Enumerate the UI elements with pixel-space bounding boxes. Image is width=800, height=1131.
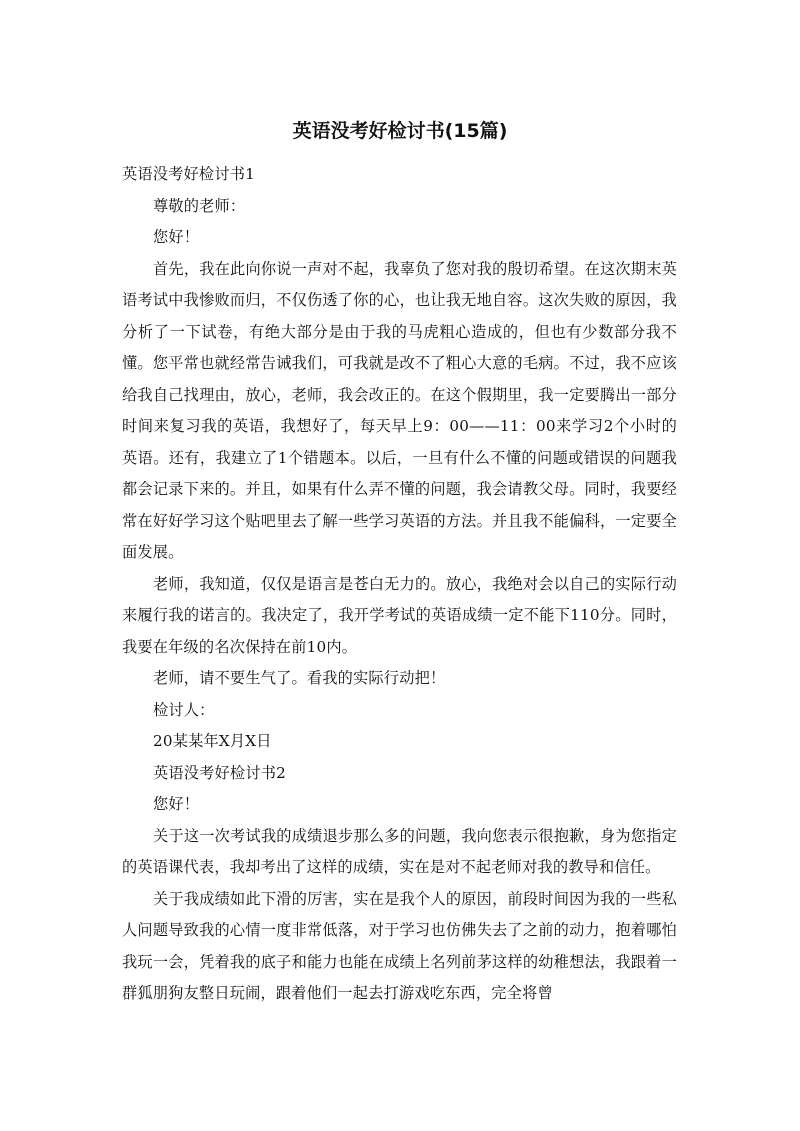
paragraph: 尊敬的老师：: [153, 196, 246, 215]
document-title: 英语没考好检讨书(15篇): [292, 120, 508, 142]
paragraph: 老师，我知道，仅仅是语言是苍白无力的。放心，我绝对会以自己的实际行动来履行我的诺言的。我决定了，我开学考试的英语成绩一定不能下110分。同时，我要在年级的名次保持在前10内。: [122, 574, 677, 656]
paragraph: 首先，我在此向你说一声对不起，我辜负了您对我的殷切希望。在这次期末英语考试中我惨败而归，不仅伤透了你的心，也让我无地自容。这次失败的原因，我分析了一下试卷，有绝大部分是由于我的马虎粗心造成的，但也有少数部分我不懂。您平常也就经常告诫我们，可我就是改不了粗心大意的毛病。不过，我不应该给我自己找理由，放心，老师，我会改正的。在这个假期里，我一定要腾出一部分时间来复习我的英语，我想好了，每天早上9：00——11：00来学习2个小时的英语。还有，我建立了1个错题本。以后，一旦有什么不懂的问题或错误的问题我都会记录下来的。并且，如果有什么弄不懂的问题，我会请教父母。同时，我要经常在好好学习这个贴吧里去了解一些学习英语的方法。并且我不能偏科，一定要全面发展。: [122, 259, 677, 561]
document-body: [122, 159, 677, 1010]
paragraph: 您好！: [153, 228, 200, 246]
paragraph: 20某某年X月X日: [153, 732, 272, 750]
paragraph: 您好！: [153, 795, 200, 813]
paragraph: 英语没考好检讨书1: [122, 165, 255, 183]
paragraph: 英语没考好检讨书2: [153, 763, 286, 782]
paragraph: 老师，请不要生气了。看我的实际行动把！: [153, 669, 446, 687]
paragraph: 关于我成绩如此下滑的厉害，实在是我个人的原因，前段时间因为我的一些私人问题导致我的心情一度非常低落，对于学习也仿佛失去了之前的动力，抱着哪怕我玩一会，凭着我的底子和能力也能在成绩上名列前茅这样的幼稚想法，我跟着一群狐朋狗友整日玩闹，跟着他们一起去打游戏吃东西，完全将曾: [122, 889, 677, 1002]
paragraph: 关于这一次考试我的成绩退步那么多的问题，我向您表示很抱歉，身为您指定的英语课代表，我却考出了这样的成绩，实在是对不起老师对我的教导和信任。: [122, 826, 677, 876]
paragraph: 检讨人：: [153, 700, 215, 719]
